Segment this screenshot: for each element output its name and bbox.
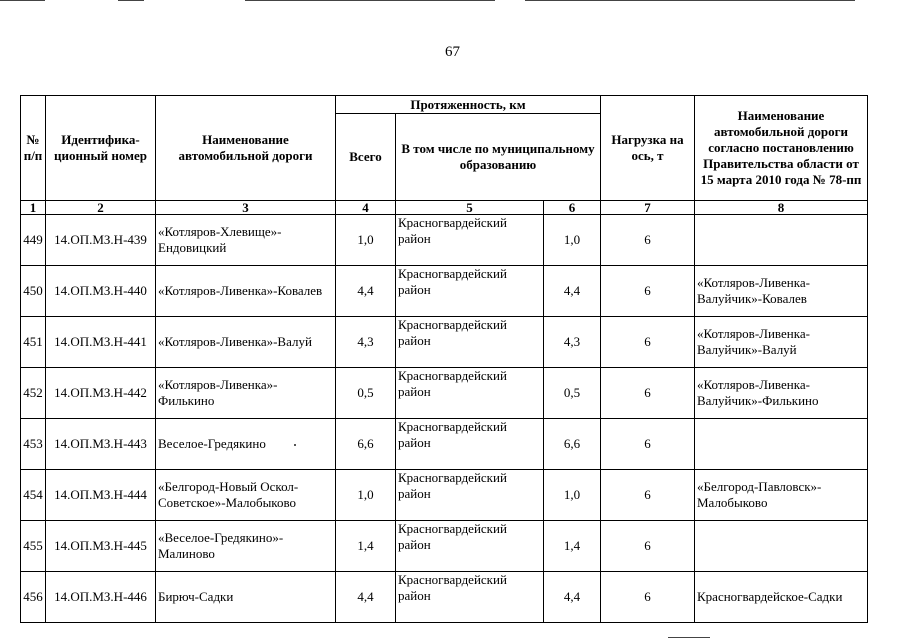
road-name: «Белгород-Новый Оскол-Советское»-Малобыково — [156, 470, 336, 521]
row-number: 454 — [21, 470, 46, 521]
road-id: 14.ОП.МЗ.Н-443 — [46, 419, 156, 470]
total-length: 0,5 — [336, 368, 396, 419]
decree-road-name — [695, 521, 868, 572]
district-name: Красногвардейский район — [396, 419, 544, 470]
road-name: «Котляров-Ливенка»-Валуй — [156, 317, 336, 368]
row-number: 453 — [21, 419, 46, 470]
district-length: 1,0 — [544, 470, 601, 521]
header-num: № п/п — [21, 96, 46, 201]
scan-artifact-top-mid — [118, 0, 144, 1]
total-length: 6,6 — [336, 419, 396, 470]
district-length: 6,6 — [544, 419, 601, 470]
district-length: 1,4 — [544, 521, 601, 572]
table-header — [21, 96, 868, 215]
road-id: 14.ОП.МЗ.Н-446 — [46, 572, 156, 623]
header-length-group: Протяженность, км — [336, 96, 601, 114]
column-number: 8 — [695, 201, 868, 215]
scan-artifact-top-left — [0, 0, 45, 1]
road-name: «Веселое-Гредякино»-Малиново — [156, 521, 336, 572]
road-name: Веселое-Гредякино — [158, 436, 266, 451]
district-length: 4,3 — [544, 317, 601, 368]
column-number: 2 — [46, 201, 156, 215]
road-id: 14.ОП.МЗ.Н-442 — [46, 368, 156, 419]
scan-artifact-top-center — [245, 0, 495, 1]
axle-load: 6 — [601, 572, 695, 623]
header-decree-name: Наименование автомобильной дороги согласно постановлению Правительства области от 15 марта 2010 года № 78-пп — [695, 96, 868, 201]
decree-road-name — [695, 215, 868, 266]
header-axle-load: Нагрузка на ось, т — [601, 96, 695, 201]
column-number: 4 — [336, 201, 396, 215]
district-length: 0,5 — [544, 368, 601, 419]
axle-load: 6 — [601, 470, 695, 521]
total-length: 4,4 — [336, 572, 396, 623]
total-length: 4,4 — [336, 266, 396, 317]
district-length: 4,4 — [544, 572, 601, 623]
road-id: 14.ОП.МЗ.Н-445 — [46, 521, 156, 572]
axle-load: 6 — [601, 215, 695, 266]
total-length: 1,0 — [336, 470, 396, 521]
column-number: 6 — [544, 201, 601, 215]
scan-artifact-top-right — [525, 0, 855, 1]
axle-load: 6 — [601, 368, 695, 419]
road-id: 14.ОП.МЗ.Н-441 — [46, 317, 156, 368]
total-length: 1,4 — [336, 521, 396, 572]
road-name-cell — [156, 419, 336, 470]
district-name: Красногвардейский район — [396, 215, 544, 266]
scan-artifact-bottom-right — [668, 637, 710, 638]
table-row — [21, 521, 868, 572]
decree-road-name: Красногвардейское-Садки — [695, 572, 868, 623]
page-number: 67 — [445, 44, 460, 60]
road-name: «Котляров-Ливенка»-Ковалев — [156, 266, 336, 317]
row-number: 456 — [21, 572, 46, 623]
row-number: 450 — [21, 266, 46, 317]
table-row — [21, 317, 868, 368]
road-name: Бирюч-Садки — [156, 572, 336, 623]
decree-road-name: «Котляров-Ливенка-Валуйчик»-Валуй — [695, 317, 868, 368]
row-number: 452 — [21, 368, 46, 419]
district-name: Красногвардейский район — [396, 470, 544, 521]
table-row — [21, 572, 868, 623]
decree-road-name: «Котляров-Ливенка-Валуйчик»-Филькино — [695, 368, 868, 419]
axle-load: 6 — [601, 266, 695, 317]
road-name: «Котляров-Ливенка»-Филькино — [156, 368, 336, 419]
table-row — [21, 419, 868, 470]
decree-road-name — [695, 419, 868, 470]
axle-load: 6 — [601, 419, 695, 470]
scan-speck — [294, 444, 296, 446]
axle-load: 6 — [601, 521, 695, 572]
table-row — [21, 215, 868, 266]
total-length: 4,3 — [336, 317, 396, 368]
table-row — [21, 470, 868, 521]
column-number: 7 — [601, 201, 695, 215]
roads-table — [20, 95, 868, 623]
table-row — [21, 368, 868, 419]
table-row — [21, 266, 868, 317]
total-length: 1,0 — [336, 215, 396, 266]
district-name: Красногвардейский район — [396, 317, 544, 368]
header-road-name: Наименование автомобильной дороги — [156, 96, 336, 201]
column-number: 1 — [21, 201, 46, 215]
table-body — [21, 215, 868, 623]
row-number: 449 — [21, 215, 46, 266]
district-name: Красногвардейский район — [396, 521, 544, 572]
road-id: 14.ОП.МЗ.Н-444 — [46, 470, 156, 521]
header-municipal: В том числе по муниципальному образованию — [396, 114, 601, 201]
district-name: Красногвардейский район — [396, 572, 544, 623]
road-name: «Котляров-Хлевище»-Ендовицкий — [156, 215, 336, 266]
column-number-row — [21, 201, 868, 215]
district-length: 4,4 — [544, 266, 601, 317]
road-id: 14.ОП.МЗ.Н-440 — [46, 266, 156, 317]
district-length: 1,0 — [544, 215, 601, 266]
road-id: 14.ОП.МЗ.Н-439 — [46, 215, 156, 266]
district-name: Красногвардейский район — [396, 368, 544, 419]
row-number: 451 — [21, 317, 46, 368]
decree-road-name: «Котляров-Ливенка-Валуйчик»-Ковалев — [695, 266, 868, 317]
column-number: 3 — [156, 201, 336, 215]
header-id: Идентифика-ционный номер — [46, 96, 156, 201]
district-name: Красногвардейский район — [396, 266, 544, 317]
header-total: Всего — [336, 114, 396, 201]
decree-road-name: «Белгород-Павловск»-Малобыково — [695, 470, 868, 521]
column-number: 5 — [396, 201, 544, 215]
axle-load: 6 — [601, 317, 695, 368]
row-number: 455 — [21, 521, 46, 572]
